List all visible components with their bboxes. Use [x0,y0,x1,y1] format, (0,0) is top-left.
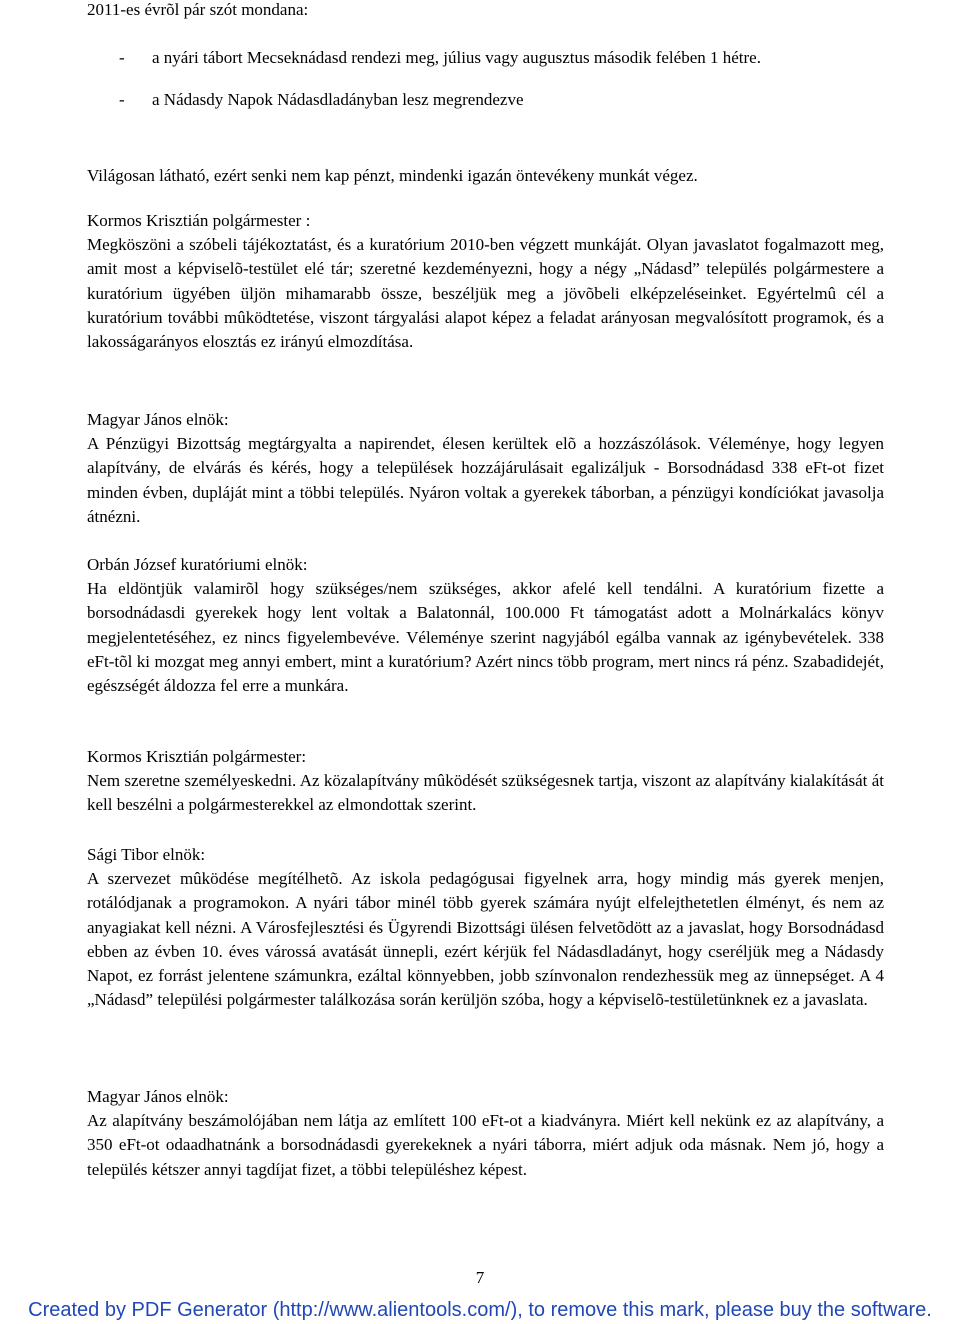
speaker-name: Sági Tibor elnök: [87,845,206,864]
speaker-name: Orbán József kuratóriumi elnök: [87,555,308,574]
speaker-section [87,745,884,818]
speaker-section [87,209,884,354]
watermark: Created by PDF Generator (http://www.alientools.com/), to remove this mark, please buy the software. [28,1299,932,1321]
speech-text: A szervezet mûködése megítélhetõ. Az iskola pedagógusai figyelnek arra, hogy mindig más gyerek menjen, rotálódjanak a programokon. A nyári tábor minél több gyerek számára nyújt elfelejthetetlen élményt, és nem az anyagiakat kell nézni. A Városfejlesztési és Ügyrendi Bizottsági ülésen felvetõdött az a javaslat, hogy Borsodnádasd ebben az évben 10. éves várossá avatását ünnepli, ezért kérjük fel Nádasdladányt, hogy cseréljük meg a Nádasdy Napot, ez forrást jelentene számunkra, ezáltal könnyebben, jobb színvonalon rendezhessük meg az ünnepséget. A 4 „Nádasd” települési polgármester találkozása során kerüljön szóba, hogy a képviselõ-testületünknek ez a javaslata. [87,869,884,1010]
speaker-name: Magyar János elnök: [87,1087,229,1106]
bullet-list [119,46,869,132]
page-number: 7 [475,1268,485,1287]
intro-line: 2011-es évrõl pár szót mondana: [87,0,309,19]
speaker-section [87,1085,884,1182]
speaker-section [87,843,884,1012]
speech-text: Ha eldöntjük valamirõl hogy szükséges/nem szükséges, akkor afelé kell tendálni. A kuratórium fizette a borsodnádasdi gyerekek hogy lent voltak a Balatonnál, 100.000 Ft támogatást adott a Molnárkalács könyv megjelentetéséhez, ez nincs figyelembevéve. Véleménye szerint nagyjából egálba vannak az igénybevételek. 338 eFt-tõl ki mozgat meg annyi embert, mint a kuratórium? Azért nincs több program, mert nincs rá pénz. Szabadidejét, egészségét áldozza fel erre a munkára. [87,579,884,696]
speaker-name: Magyar János elnök: [87,410,229,429]
speech-text: Megköszöni a szóbeli tájékoztatást, és a kuratórium 2010-ben végzett munkáját. Olyan javaslatot fogalmazott meg, amit most a képviselõ-testület elé tár; szeretné kezdeményezni, hogy a négy „Nádasd” település polgármestere a kuratórium ügyében üljön mihamarabb össze, beszéljük meg a jövõbeli elképzeléseinket. Egyértelmû cél a kuratórium további mûködtetése, viszont tárgyalási alapot képez a feladat arányosan megvalósított programok, és a lakosságarányos elosztás ez irányú elmozdítása. [87,235,884,352]
conclusion-line: Világosan látható, ezért senki nem kap pénzt, mindenki igazán öntevékeny munkát végez. [87,166,698,185]
bullet-dash: - [119,48,125,67]
speaker-name: Kormos Krisztián polgármester: [87,747,307,766]
bullet-dash: - [119,90,125,109]
bullet-text: a Nádasdy Napok Nádasdladányban lesz megrendezve [152,90,524,109]
list-item [119,88,869,112]
speech-text: Nem szeretne személyeskedni. Az közalapítvány mûködését szükségesnek tartja, viszont az alapítvány kialakítását át kell beszélni a polgármesterekkel az elmondottak szerint. [87,771,884,815]
speaker-section [87,408,884,529]
speech-text: Az alapítvány beszámolójában nem látja az említett 100 eFt-ot a kiadványra. Miért kell nekünk ez az alapítvány, a 350 eFt-ot odaadhatnánk a borsodnádasdi gyerekeknek a nyári táborra, miért adjuk oda másnak. Nem jó, hogy a település kétszer annyi tagdíjat fizet, a többi településhez képest. [87,1111,884,1179]
speaker-section [87,553,884,698]
list-item [119,46,869,70]
speaker-name: Kormos Krisztián polgármester : [87,211,311,230]
bullet-text: a nyári tábort Mecseknádasd rendezi meg, július vagy augusztus második felében 1 hétre. [152,48,761,67]
speech-text: A Pénzügyi Bizottság megtárgyalta a napirendet, élesen kerültek elõ a hozzászólások. Véleménye, hogy legyen alapítvány, de elvárás és kérés, hogy a települések hozzájárulásait egalizáljuk - Borsodnádasd 338 eFt-ot fizet minden évben, dupláját mint a többi település. Nyáron voltak a gyerekek táborban, a pénzügyi kondíciókat javasolja átnézni. [87,434,884,526]
